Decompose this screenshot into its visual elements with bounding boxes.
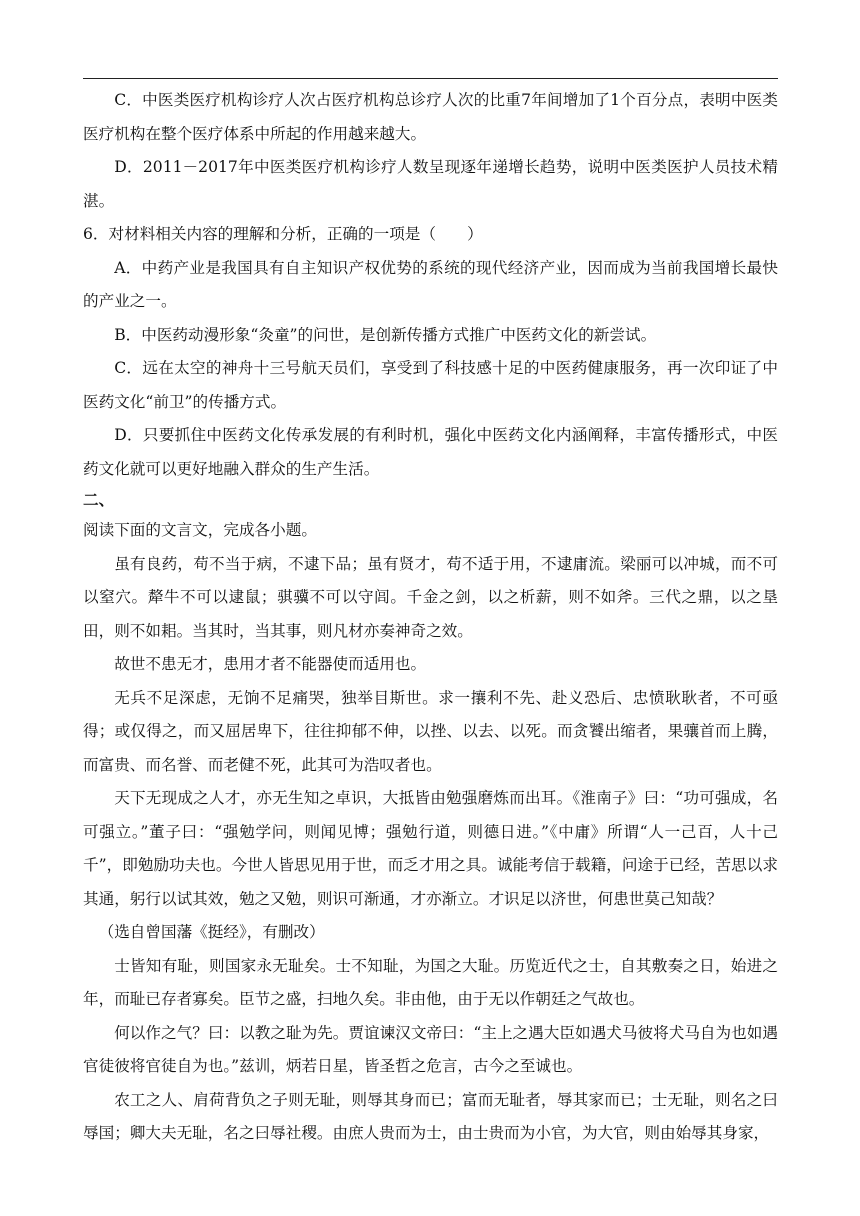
section-instruction: 阅读下面的文言文，完成各小题。 [83,521,317,539]
document-page [83,84,778,1151]
passage1-source: （选自曾国藩《挺经》，有删改） [98,923,325,941]
passage1-paragraph: 天下无现成之人才，亦无生知之卓识，大抵皆由勉强磨炼而出耳。《淮南子》曰：“功可强成，名可强立。”董子曰：“强勉学问，则闻见博；强勉行道，则德日进。”《中庸》所谓“人一己百，人十己千”，即勉励功夫也。今世人皆思见用于世，而乏才用之具。诚能考信于载籍，问途于已经，苦思以求其通，躬行以试其效，勉之又勉，则识可渐通，才亦渐立。才识足以济世，何患世莫己知哉？ [83,789,778,908]
q6-stem: 6．对材料相关内容的理解和分析，正确的一项是（ ） [83,225,483,243]
q5-option-c: C．中医类医疗机构诊疗人次占医疗机构总诊疗人次的比重7年间增加了1个百分点，表明中医类医疗机构在整个医疗体系中所起的作用越来越大。 [83,91,778,143]
passage1-paragraph: 虽有良药，苟不当于病，不逮下品；虽有贤才，苟不适于用，不逮庸流。梁丽可以冲城，而不可以窒穴。犛牛不可以逮鼠；骐骥不可以守闾。千金之剑，以之析薪，则不如斧。三代之鼎，以之垦田，则不如耜。当其时，当其事，则凡材亦奏神奇之效。 [83,554,778,640]
section-heading: 二、 [83,491,115,509]
q5-option-d: D．2011－2017年中医类医疗机构诊疗人数呈现逐年递增长趋势，说明中医类医护人员技术精湛。 [83,158,778,210]
q6-option-d: D．只要抓住中医药文化传承发展的有利时机，强化中医药文化内涵阐释，丰富传播形式，中医药文化就可以更好地融入群众的生产生活。 [83,426,778,478]
q6-option-a: A．中药产业是我国具有自主知识产权优势的系统的现代经济产业，因而成为当前我国增长最快的产业之一。 [83,258,778,310]
header-rule [83,78,778,79]
passage1-paragraph: 故世不患无才，患用才者不能器使而适用也。 [114,655,427,673]
q6-option-b: B．中医药动漫形象“灸童”的问世，是创新传播方式推广中医药文化的新尝试。 [114,325,657,344]
passage2-paragraph: 士皆知有耻，则国家永无耻矣。士不知耻，为国之大耻。历览近代之士，自其敷奏之日，始进之年，而耻已存者寡矣。臣节之盛，扫地久矣。非由他，由于无以作朝廷之气故也。 [83,956,778,1008]
passage2-paragraph: 农工之人、肩荷背负之子则无耻，则辱其身而已；富而无耻者，辱其家而已；士无耻，则名之曰辱国；卿大夫无耻，名之曰辱社稷。由庶人贵而为士，由士贵而为小官，为大官，则由始辱其身家， [83,1090,778,1142]
passage2-paragraph: 何以作之气？曰：以教之耻为先。贾谊谏汉文帝曰：“主上之遇大臣如遇犬马彼将犬马自为也如遇官徒彼将官徒自为也。”兹训，炳若日星，皆圣哲之危言，古今之至诚也。 [83,1023,778,1075]
q6-option-c: C．远在太空的神舟十三号航天员们，享受到了科技感十足的中医药健康服务，再一次印证了中医药文化“前卫”的传播方式。 [83,359,778,411]
passage1-paragraph: 无兵不足深虑，无饷不足痛哭，独举目斯世。求一攘利不先、赴义恐后、忠愤耿耿者，不可亟得；或仅得之，而又屈居卑下，往往抑郁不伸，以挫、以去、以死。而贪饕出缩者，果骧首而上腾，而富贵、而名誉、而老健不死，此其可为浩叹者也。 [83,688,778,774]
